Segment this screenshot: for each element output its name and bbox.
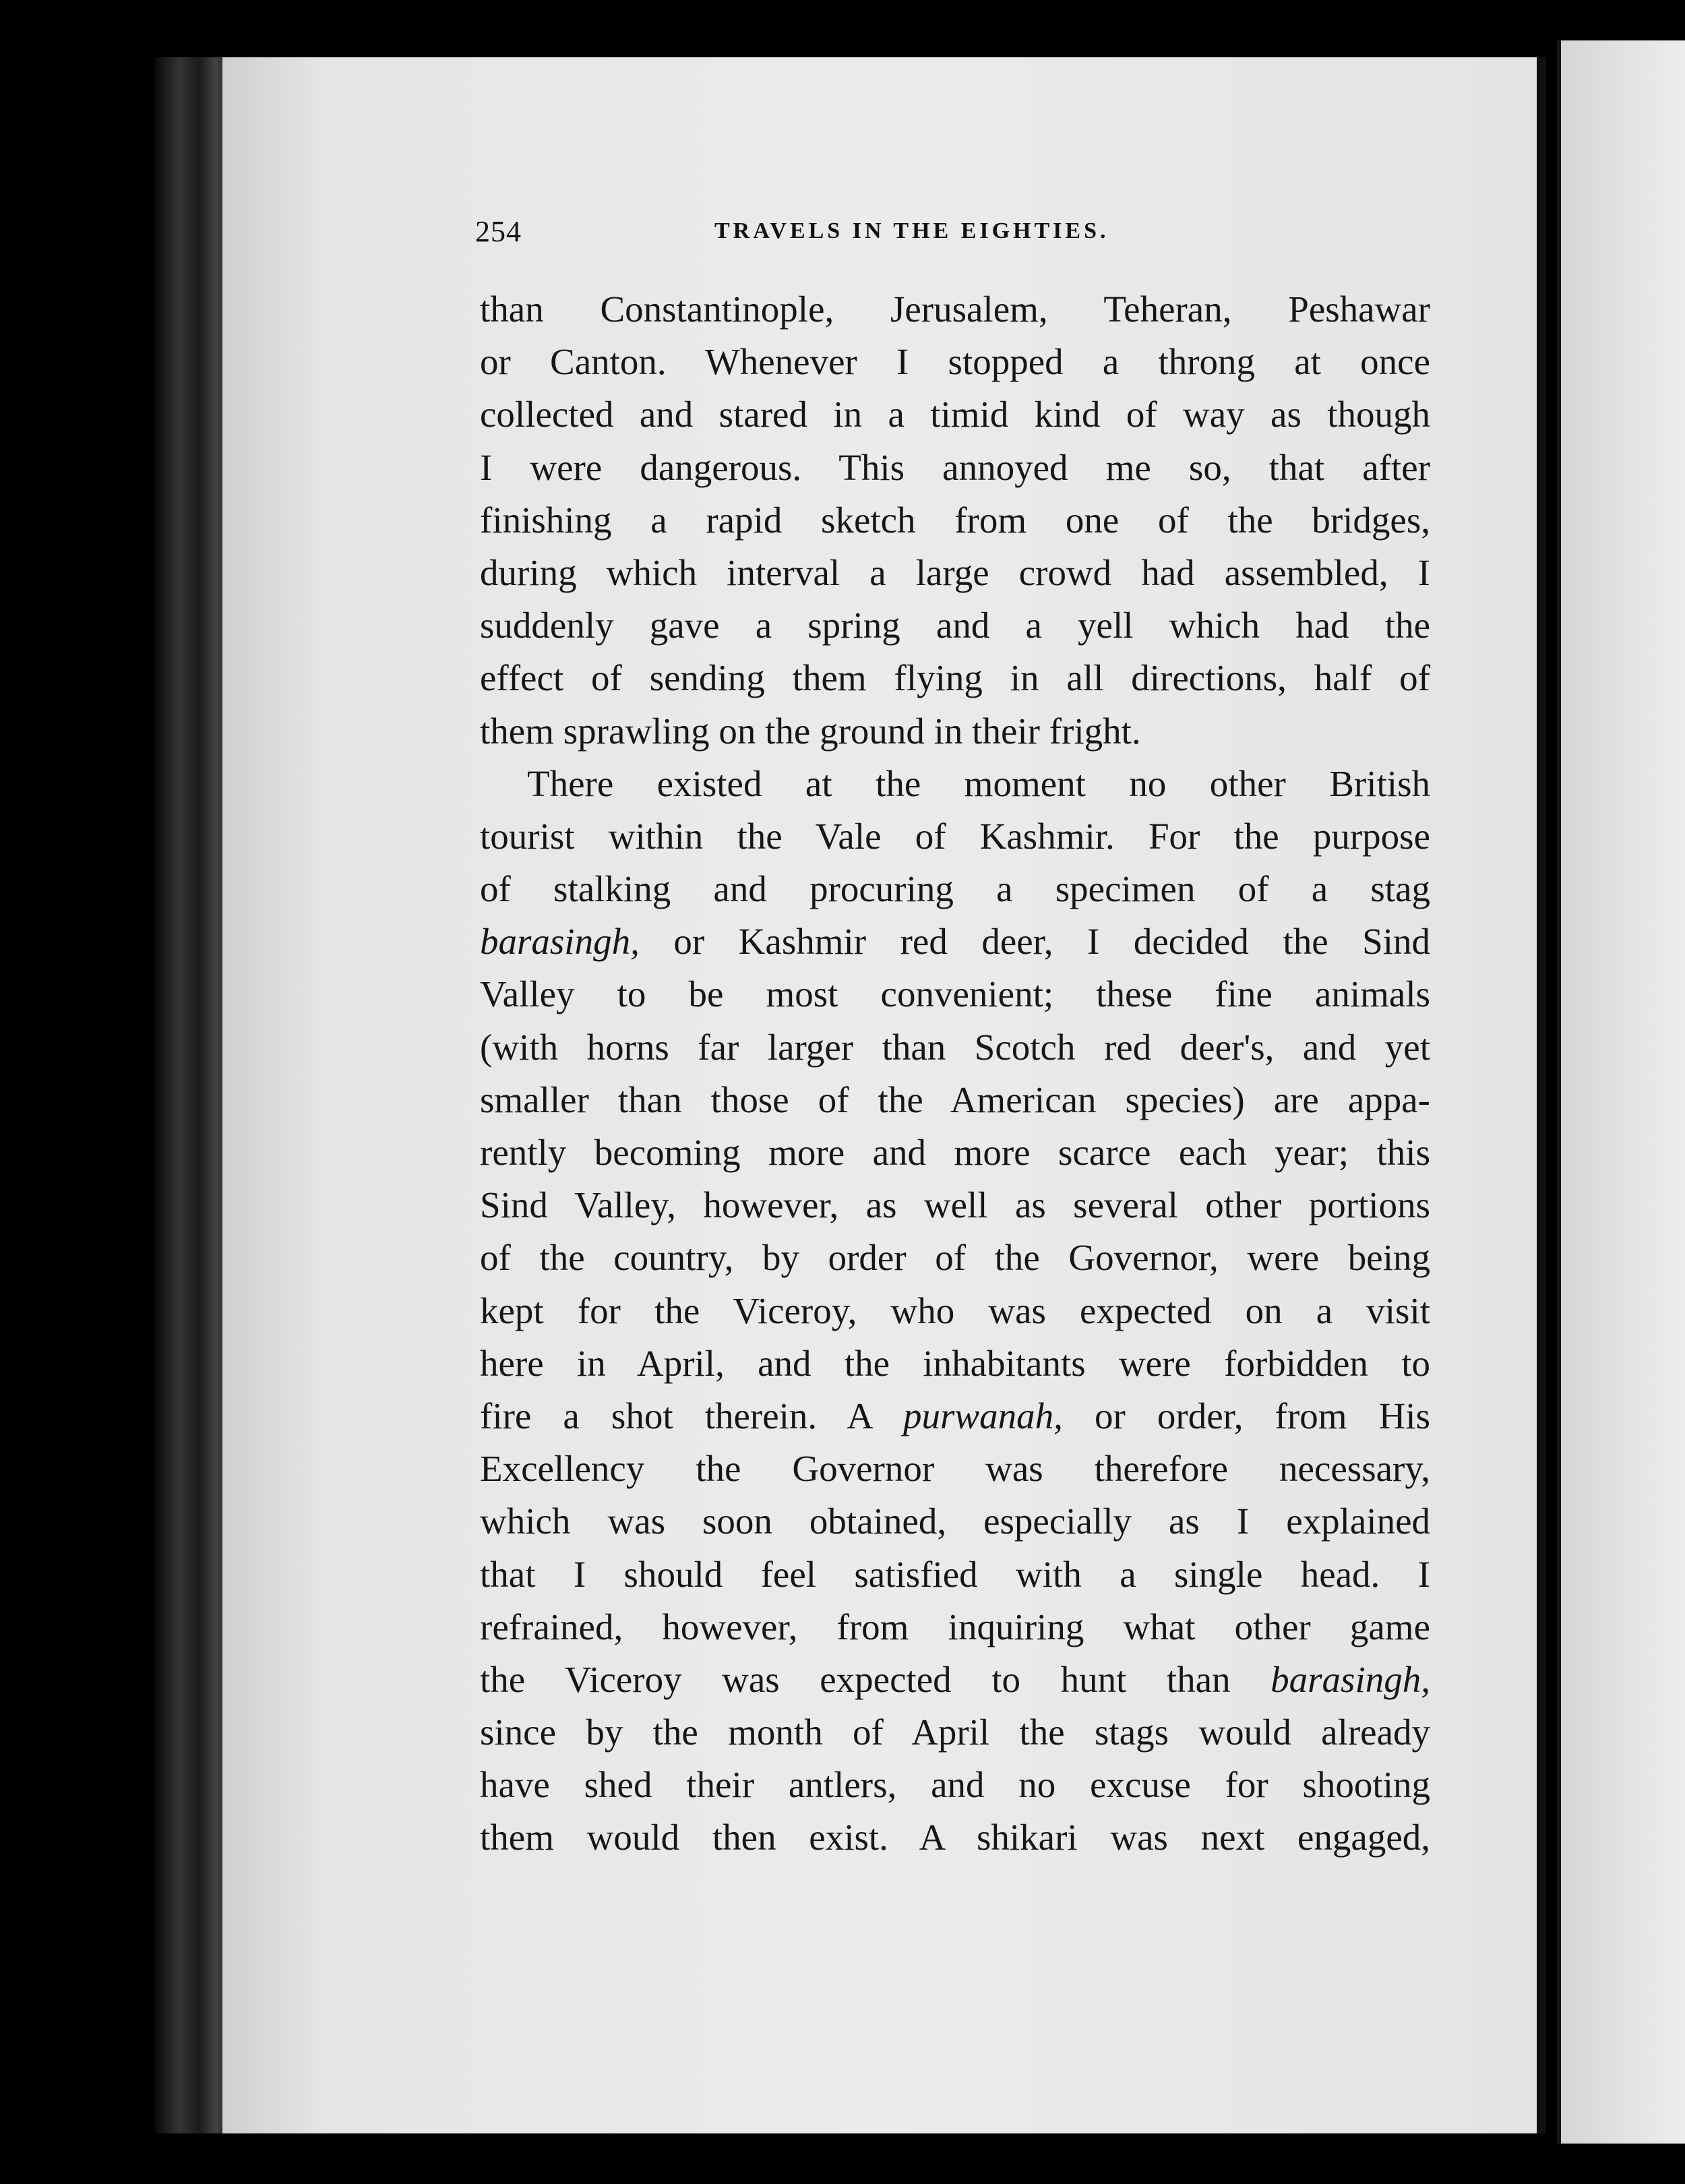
page-header — [475, 209, 1372, 263]
text-line: tourist within the Vale of Kashmir. For the purpose — [480, 815, 1430, 857]
italic-term: barasingh, — [480, 921, 640, 963]
text-line: during which interval a large crowd had assembled, I — [480, 551, 1430, 593]
text-line: them would then exist. A shikari was next engaged, — [480, 1817, 1430, 1858]
text-line: finishing a rapid sketch from one of the bridges, — [480, 499, 1430, 541]
text-line: Valley to be most convenient; these fine animals — [480, 973, 1430, 1015]
text-line: (with horns far larger than Scotch red deer's, and yet — [480, 1026, 1430, 1068]
text-line: have shed their antlers, and no excuse for shooting — [480, 1764, 1430, 1806]
text-line — [480, 915, 1430, 968]
text-line: collected and stared in a timid kind of way as though — [480, 394, 1430, 435]
text-line: effect of sending them flying in all directions, half of — [480, 657, 1430, 699]
text-line: refrained, however, from inquiring what other game — [480, 1606, 1430, 1647]
text-line: kept for the Viceroy, who was expected on a visit — [480, 1290, 1430, 1331]
text-segment: fire a shot therein. A — [480, 1395, 904, 1436]
paragraph-end-line: them sprawling on the ground in their fright. — [480, 710, 1141, 752]
italic-term: barasingh, — [1270, 1658, 1430, 1700]
text-line: of stalking and procuring a specimen of a stag — [480, 868, 1430, 910]
text-line: which was soon obtained, especially as I explained — [480, 1500, 1430, 1542]
text-line: Excellency the Governor was therefore necessary, — [480, 1448, 1430, 1490]
running-title: TRAVELS IN THE EIGHTIES. — [714, 218, 1109, 243]
text-line: I were dangerous. This annoyed me so, that after — [480, 446, 1430, 488]
facing-page-edge — [1557, 40, 1685, 2144]
text-line — [480, 1390, 1430, 1443]
text-line: than Constantinople, Jerusalem, Teheran, Peshawar — [480, 289, 1430, 330]
text-line: suddenly gave a spring and a yell which had the — [480, 605, 1430, 646]
text-segment: or Kashmir red deer, I decided the Sind — [639, 921, 1430, 963]
text-line: since by the month of April the stags would already — [480, 1711, 1430, 1753]
italic-term: purwanah, — [903, 1395, 1063, 1436]
text-line: here in April, and the inhabitants were forbidden to — [480, 1342, 1430, 1384]
paragraph-start-line: There existed at the moment no other British — [527, 762, 1430, 804]
text-line: Sind Valley, however, as well as several other portions — [480, 1184, 1430, 1226]
text-segment: or order, from His — [1062, 1395, 1430, 1436]
text-line: of the country, by order of the Governor, were being — [480, 1237, 1430, 1279]
page-number: 254 — [475, 215, 522, 248]
text-line — [480, 1654, 1430, 1706]
text-segment: the Viceroy was expected to hunt than — [480, 1658, 1271, 1700]
text-line: smaller than those of the American species) are appa- — [480, 1079, 1430, 1120]
text-line: rently becoming more and more scarce each year; this — [480, 1132, 1430, 1173]
body-text — [480, 283, 1430, 1864]
text-line: or Canton. Whenever I stopped a throng at once — [480, 341, 1430, 383]
text-line: that I should feel satisfied with a single head. I — [480, 1553, 1430, 1595]
